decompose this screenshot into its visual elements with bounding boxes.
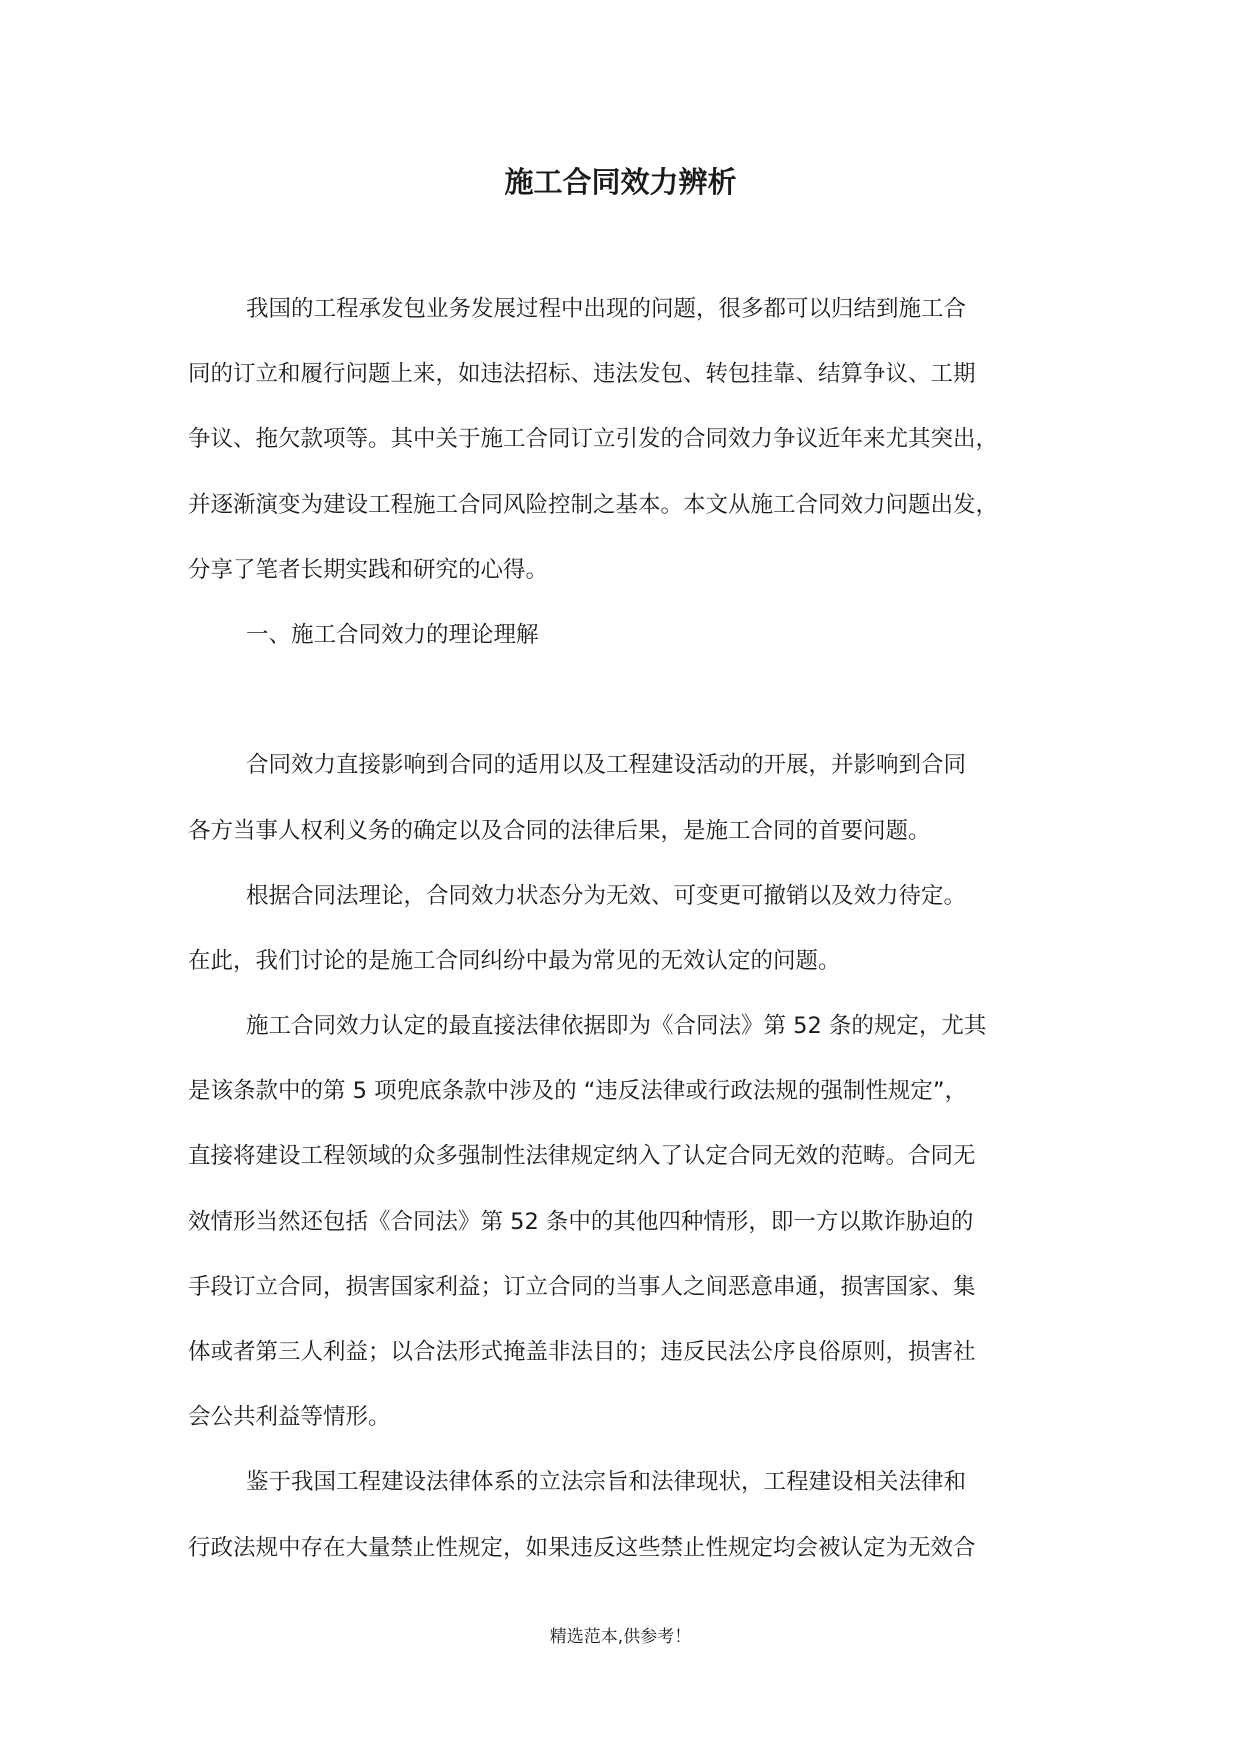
- text-line: 根据合同法理论，合同效力状态分为无效、可变更可撤销以及效力待定。: [246, 882, 967, 909]
- text-line: 我国的工程承发包业务发展过程中出现的问题，很多都可以归结到施工合: [246, 296, 967, 322]
- text-line: 直接将建设工程领域的众多强制性法律规定纳入了认定合同无效的范畴。合同无: [188, 1143, 976, 1170]
- text-line: 并逐渐演变为建设工程施工合同风险控制之基本。本文从施工合同效力问题出发，: [188, 491, 999, 518]
- text-line: 合同效力直接影响到合同的适用以及工程建设活动的开展，并影响到合同: [246, 752, 967, 779]
- blank-line: [188, 680, 1058, 745]
- document-title: 施工合同效力辨析: [504, 165, 737, 199]
- text-line: 争议、拖欠款项等。其中关于施工合同订立引发的合同效力争议近年来尤其突出，: [188, 426, 999, 453]
- text-line: 鉴于我国工程建设法律体系的立法宗旨和法律现状，工程建设相关法律和: [246, 1469, 967, 1496]
- document-body: [188, 289, 1058, 1593]
- text-line: 一、施工合同效力的理论理解: [246, 621, 539, 648]
- text-line: 行政法规中存在大量禁止性规定，如果违反这些禁止性规定均会被认定为无效合: [188, 1534, 976, 1561]
- text-line: 同的订立和履行问题上来，如违法招标、违法发包、转包挂靠、结算争议、工期: [188, 361, 976, 388]
- text-line: 体或者第三人利益；以合法形式掩盖非法目的；违反民法公序良俗原则，损害社: [188, 1339, 976, 1365]
- text-line: 是该条款中的第 5 项兜底条款中涉及的 “违反法律或行政法规的强制性规定”，: [188, 1078, 968, 1105]
- text-line: 各方当事人权利义务的确定以及合同的法律后果，是施工合同的首要问题。: [188, 817, 931, 844]
- text-line: 会公共利益等情形。: [188, 1404, 391, 1431]
- text-line: 效情形当然还包括《合同法》第 52 条中的其他四种情形，即一方以欺诈胁迫的: [188, 1208, 974, 1235]
- text-line: 在此，我们讨论的是施工合同纠纷中最为常见的无效认定的问题。: [188, 947, 841, 974]
- text-line: 手段订立合同，损害国家利益；订立合同的当事人之间恶意串通，损害国家、集: [188, 1273, 976, 1300]
- text-line: 分享了笔者长期实践和研究的心得。: [188, 556, 549, 583]
- page-footer: 精选范本,供参考！: [549, 1627, 692, 1647]
- text-line: 施工合同效力认定的最直接法律依据即为《合同法》第 52 条的规定，尤其: [246, 1013, 987, 1040]
